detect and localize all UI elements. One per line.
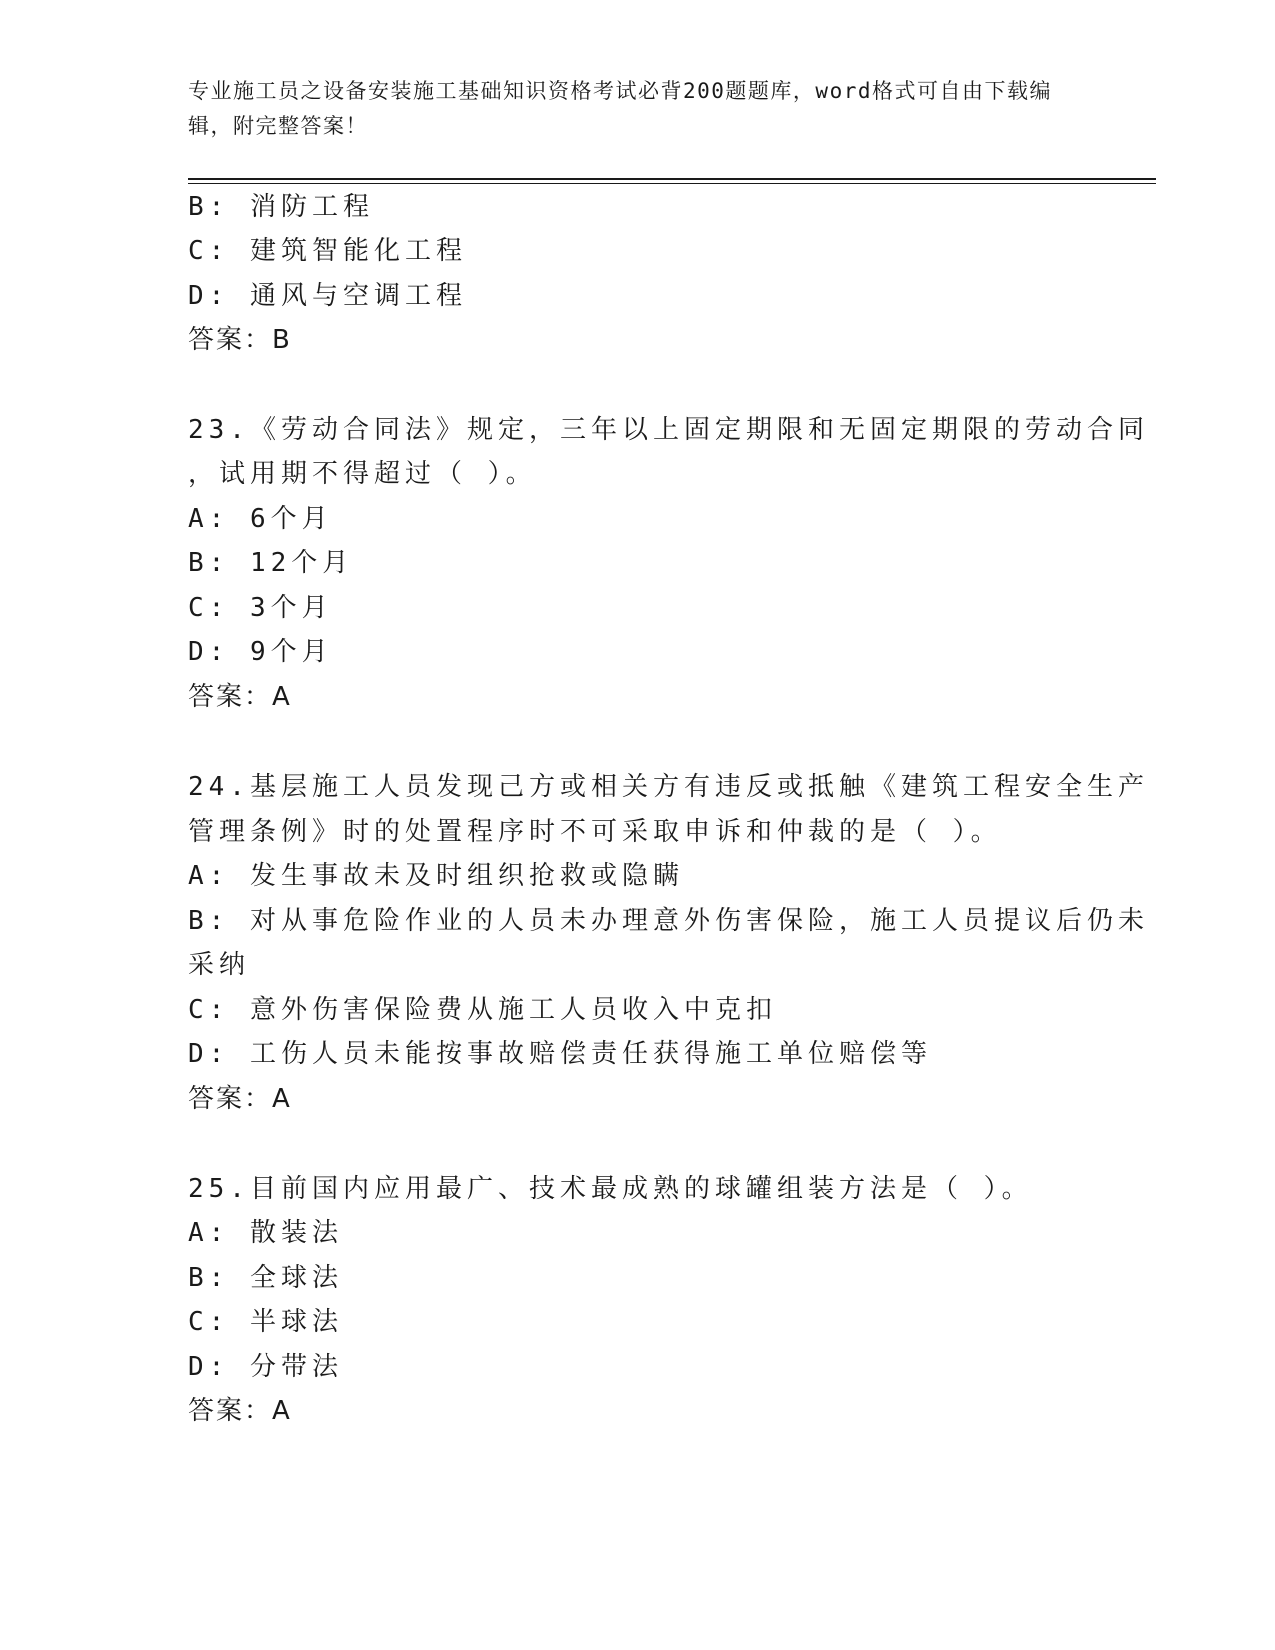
q25-option-a: A: 散装法 bbox=[188, 1218, 343, 1248]
q23-option-d: D: 9个月 bbox=[188, 637, 333, 667]
q24-option-d: D: 工伤人员未能按事故赔偿责任获得施工单位赔偿等 bbox=[188, 1039, 932, 1069]
q24-option-b-line1: B: 对从事危险作业的人员未办理意外伤害保险，施工人员提议后仍未 bbox=[188, 906, 1149, 936]
q23-text-line1: 23.《劳动合同法》规定，三年以上固定期限和无固定期限的劳动合同 bbox=[188, 415, 1149, 445]
q24-option-a: A: 发生事故未及时组织抢救或隐瞒 bbox=[188, 861, 684, 891]
q23-answer: 答案：A bbox=[188, 682, 292, 712]
q23-text-line2: ，试用期不得超过（ ）。 bbox=[188, 459, 537, 489]
prev-option-c: C: 建筑智能化工程 bbox=[188, 236, 467, 266]
prev-option-b: B: 消防工程 bbox=[188, 192, 374, 222]
header-rule-thick bbox=[188, 178, 1156, 180]
prev-answer: 答案：B bbox=[188, 325, 292, 355]
q25-option-d: D: 分带法 bbox=[188, 1352, 343, 1382]
prev-option-d: D: 通风与空调工程 bbox=[188, 281, 467, 311]
q24-text-line1: 24.基层施工人员发现己方或相关方有违反或抵触《建筑工程安全生产 bbox=[188, 772, 1149, 802]
q25-text: 25.目前国内应用最广、技术最成熟的球罐组装方法是（ ）。 bbox=[188, 1174, 1033, 1204]
q24-answer: 答案：A bbox=[188, 1084, 292, 1114]
q25-option-b: B: 全球法 bbox=[188, 1263, 343, 1293]
q24-option-b-line2: 采纳 bbox=[188, 950, 251, 980]
q25-answer: 答案：A bbox=[188, 1396, 292, 1426]
q24-option-c: C: 意外伤害保险费从施工人员收入中克扣 bbox=[188, 995, 777, 1025]
q23-option-c: C: 3个月 bbox=[188, 593, 333, 623]
q24-text-line2: 管理条例》时的处置程序时不可采取申诉和仲裁的是（ ）。 bbox=[188, 817, 1002, 847]
q23-option-b: B: 12个月 bbox=[188, 548, 354, 578]
q23-option-a: A: 6个月 bbox=[188, 504, 333, 534]
document-header: 专业施工员之设备安装施工基础知识资格考试必背200题题库，word格式可自由下载编辑，附完整答案！ bbox=[188, 79, 1052, 138]
header-rule-thin bbox=[188, 183, 1156, 184]
q25-option-c: C: 半球法 bbox=[188, 1307, 343, 1337]
